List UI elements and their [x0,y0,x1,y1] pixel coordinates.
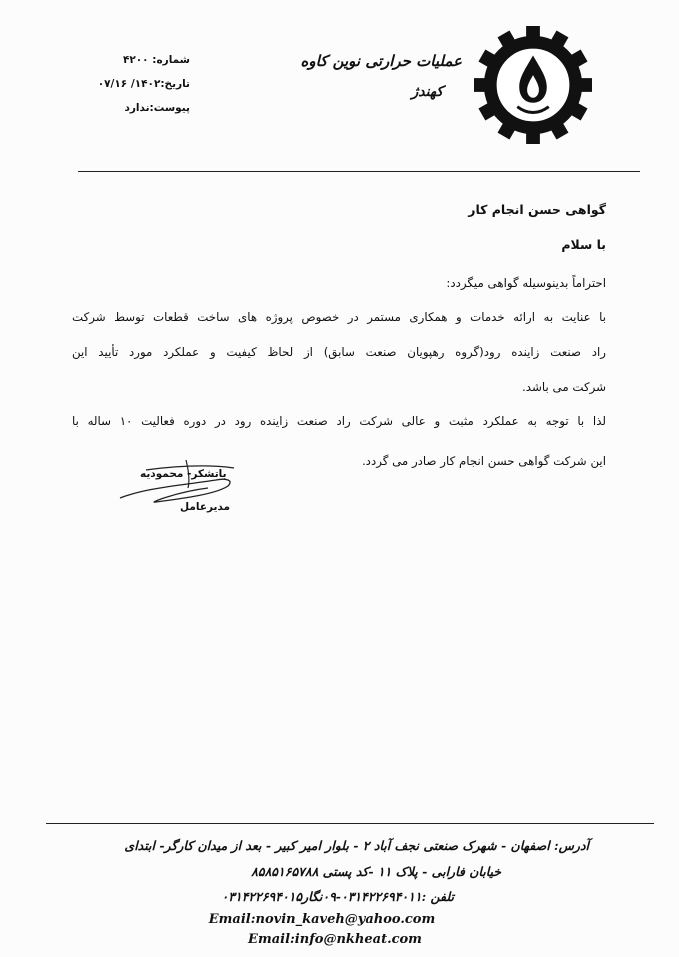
company-name: عملیات حرارتی نوین کاوه [300,52,462,70]
footer-email-2: Email:info@nkheat.com [248,932,422,947]
letter-meta [80,48,190,120]
letter-subject: گواهی حسن انجام کار [468,202,606,217]
company-city: کهندژ [411,84,443,100]
footer-divider [46,823,654,824]
letter-greeting: با سلام [561,237,606,252]
body-line: راد صنعت زاینده رود(گروه رهپویان صنعت سابق) از لحاظ کیفیت و عملکرد مورد تأیید این [72,345,606,359]
signature-title: مدیرعامل [180,501,231,513]
footer-address-line-1: آدرس: اصفهان - شهرک صنعتی نجف آباد ۲ - بلوار امیر کبیر - بعد از میدان کارگر- ابتدای [124,838,589,853]
body-line: احتراماً بدینوسیله گواهی میگردد: [446,276,606,290]
body-line: شرکت می باشد. [522,380,606,394]
body-line: لذا با توجه به عملکرد مثبت و عالی شرکت راد صنعت زاینده رود در دوره فعالیت ۱۰ ساله با [72,414,606,428]
letter-date: تاریخ:۱۴۰۲/ ۰۷/۱۶ [97,78,190,90]
footer-address-line-2: خیابان فارابی - پلاک ۱۱ -کد پستی ۸۵۸۵۱۶۵۷۸۸ [251,864,501,879]
company-logo-gear-icon [474,26,592,144]
letter-number: شماره: ۴۲۰۰ [122,54,190,66]
body-line: این شرکت گواهی حسن انجام کار صادر می گردد. [361,454,606,468]
footer-phone: تلفن :۰۳۱۴۲۲۶۹۴۰۱۱-۰۹نگار۰۳۱۴۲۲۶۹۴۰۱۵ [221,889,454,904]
signature-thanks: باتشکر- محمودیه [140,468,227,480]
body-line: با عنایت به ارائه خدمات و همکاری مستمر در خصوص پروژه های ساخت قطعات توسط شرکت [72,310,606,324]
header-divider [78,171,640,172]
footer-email-1: Email:novin_kaveh@yahoo.com [208,912,436,927]
letter-attachment: پیوست:ندارد [124,102,190,114]
